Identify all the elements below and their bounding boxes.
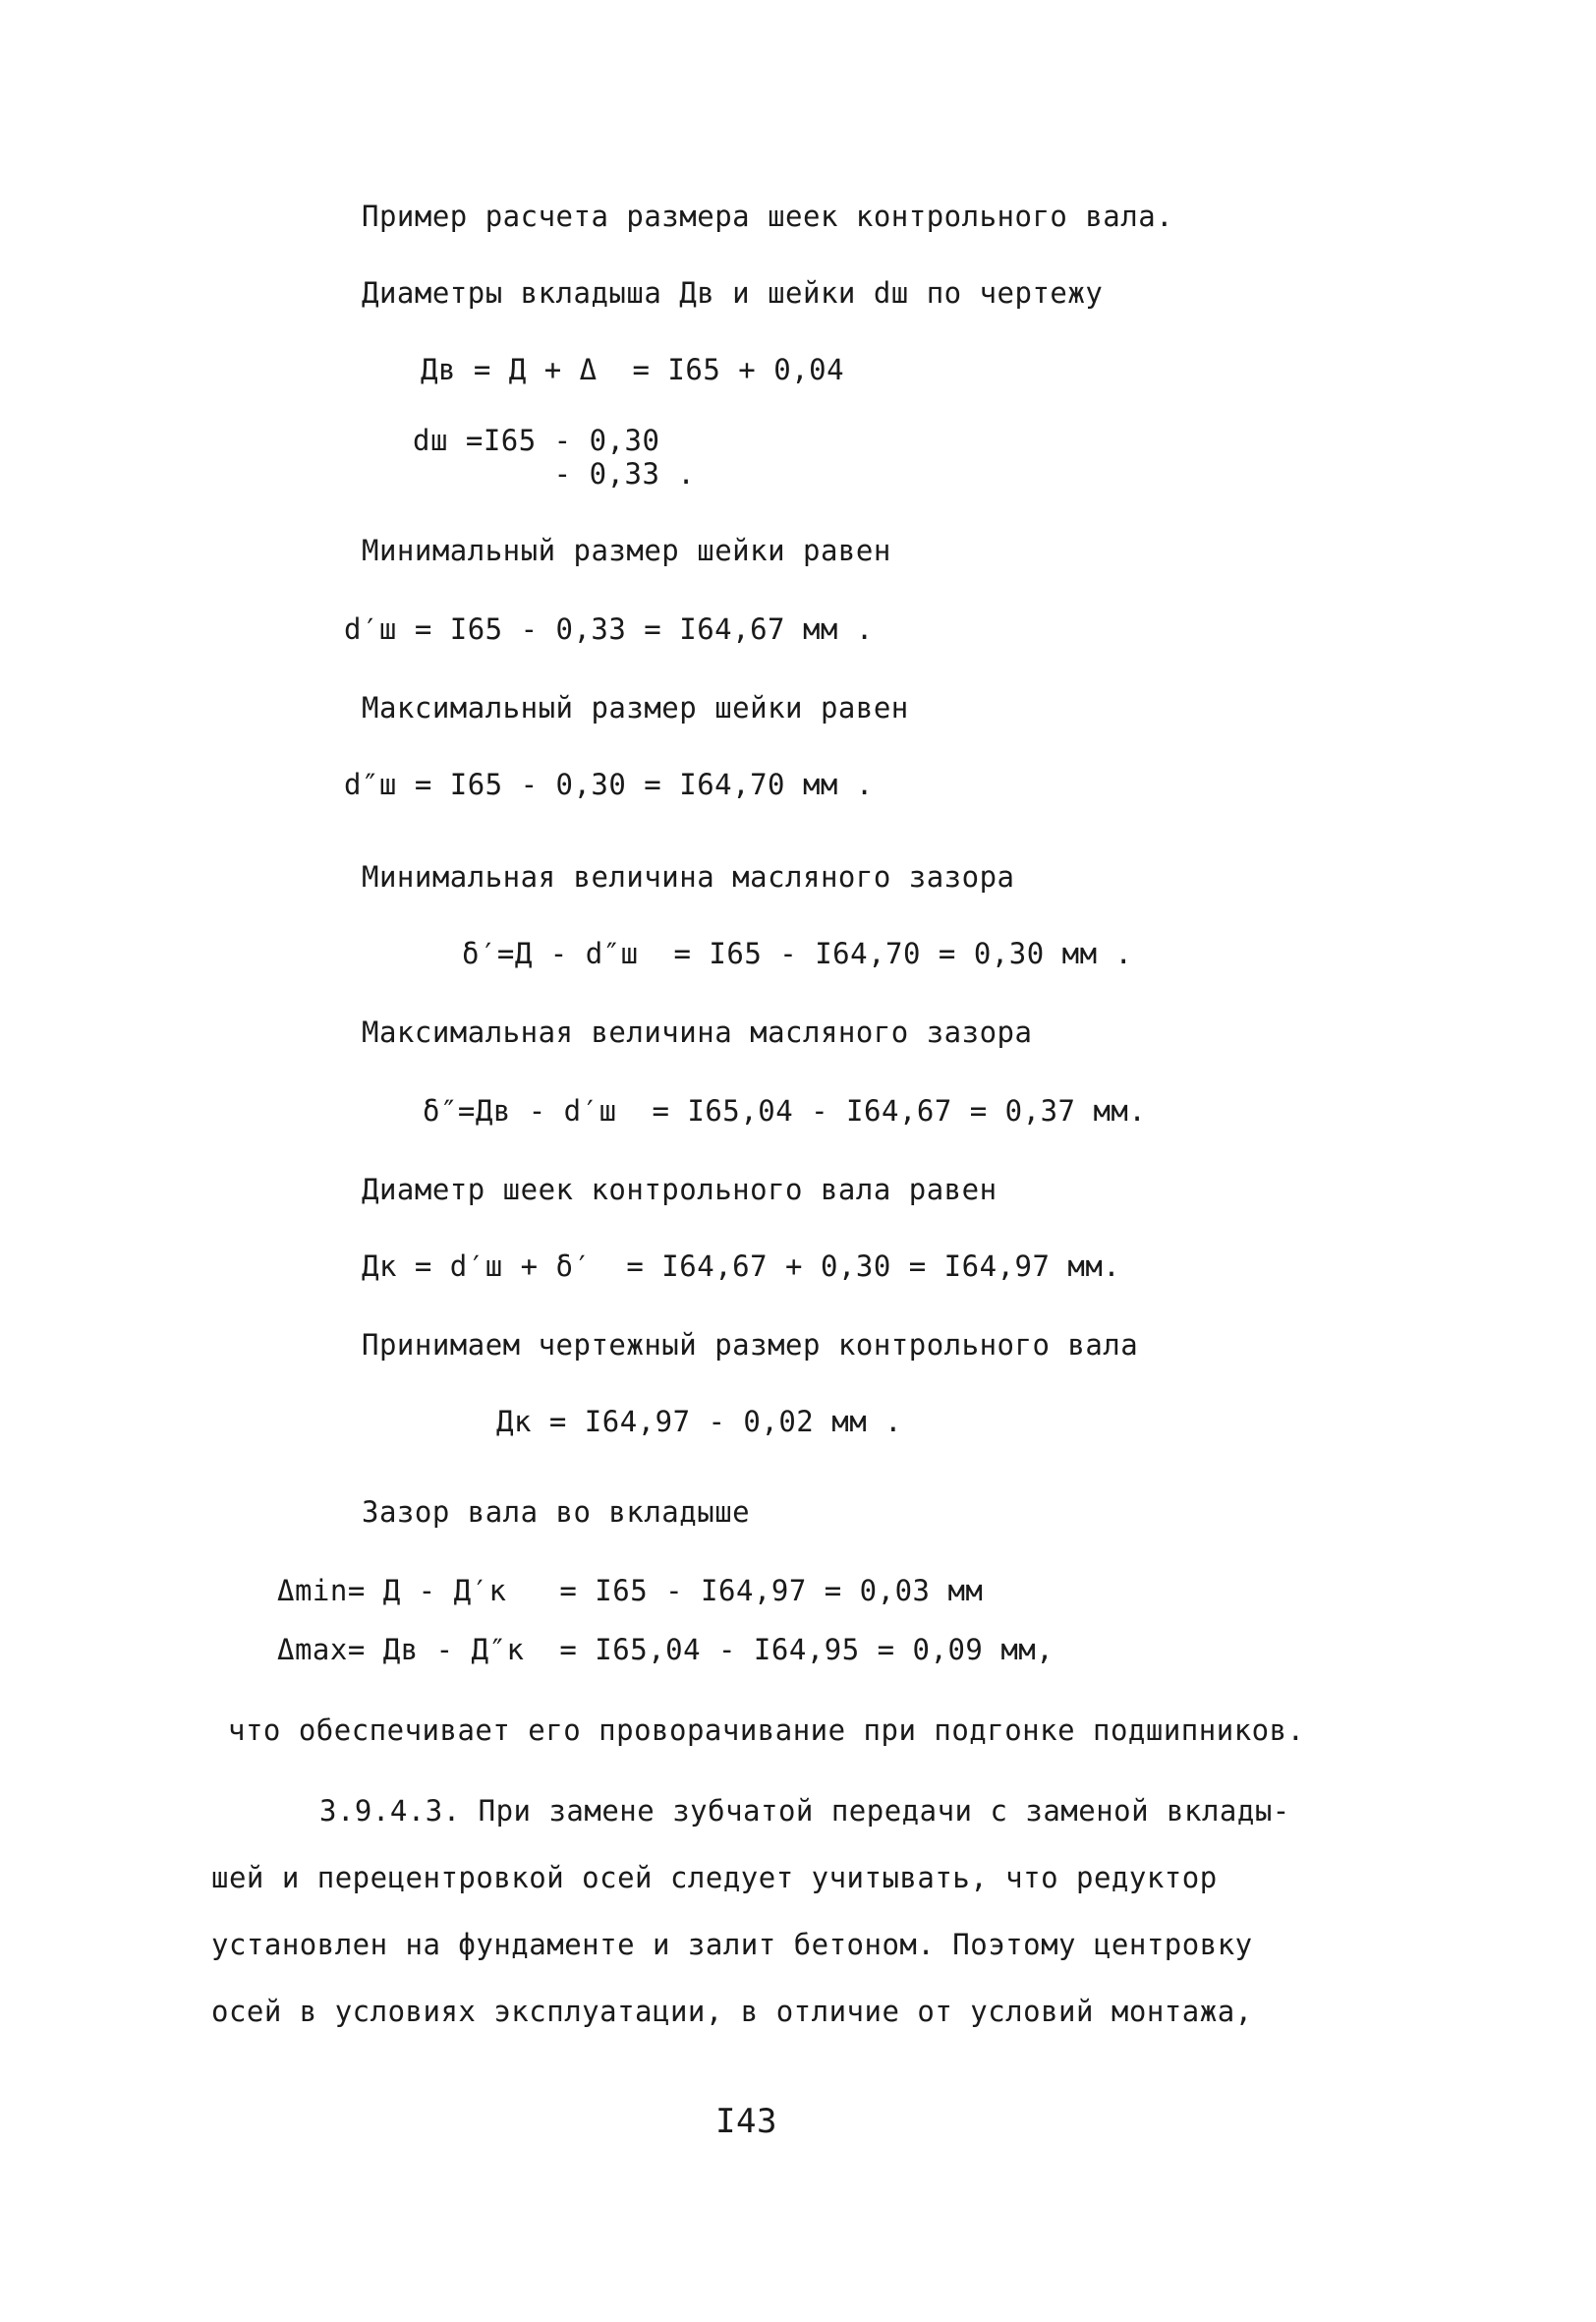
text-line: осей в условиях эксплуатации, в отличие от условий монтажа, — [211, 1995, 1253, 2028]
text-line: Диаметр шеек контрольного вала равен — [362, 1173, 998, 1206]
formula-line: Δmin= Д - Д′к = I65 - I64,97 = 0,03 мм — [277, 1574, 984, 1607]
text-line: Максимальный размер шейки равен — [362, 691, 909, 725]
formula-line: δ″=Дв - d′ш = I65,04 - I64,67 = 0,37 мм. — [423, 1094, 1147, 1128]
text-line: Пример расчета размера шеек контрольного вала. — [362, 200, 1174, 233]
formula-line: Дв = Д + Δ = I65 + 0,04 — [421, 353, 845, 386]
text-line: шей и перецентровкой осей следует учитывать, что редуктор — [211, 1861, 1218, 1894]
formula-line: - 0,33 . — [413, 457, 696, 491]
text-line: установлен на фундаменте и залит бетоном. Поэтому центровку — [211, 1928, 1253, 1961]
text-line: Зазор вала во вкладыше — [362, 1495, 751, 1529]
formula-line: Δmax= Дв - Д″к = I65,04 - I64,95 = 0,09 мм, — [277, 1633, 1054, 1666]
page-number: I43 — [715, 2102, 777, 2141]
formula-line: dш =I65 - 0,30 — [413, 424, 660, 457]
formula-line: δ′=Д - d″ш = I65 - I64,70 = 0,30 мм . — [462, 937, 1133, 970]
text-line: что обеспечивает его проворачивание при подгонке подшипников. — [228, 1713, 1305, 1747]
formula-line: Дк = I64,97 - 0,02 мм . — [496, 1405, 903, 1438]
formula-line: d′ш = I65 - 0,33 = I64,67 мм . — [344, 612, 874, 646]
formula-line: d″ш = I65 - 0,30 = I64,70 мм . — [344, 768, 874, 801]
text-line: Диаметры вкладыша Дв и шейки dш по чертежу — [362, 276, 1104, 310]
text-line: Принимаем чертежный размер контрольного вала — [362, 1328, 1139, 1362]
text-line: 3.9.4.3. При замене зубчатой передачи с заменой вклады- — [319, 1794, 1290, 1828]
text-line: Минимальный размер шейки равен — [362, 534, 891, 567]
text-line: Максимальная величина масляного зазора — [362, 1016, 1033, 1049]
text-line: Минимальная величина масляного зазора — [362, 860, 1015, 894]
formula-line: Дк = d′ш + δ′ = I64,67 + 0,30 = I64,97 мм. — [362, 1249, 1121, 1283]
